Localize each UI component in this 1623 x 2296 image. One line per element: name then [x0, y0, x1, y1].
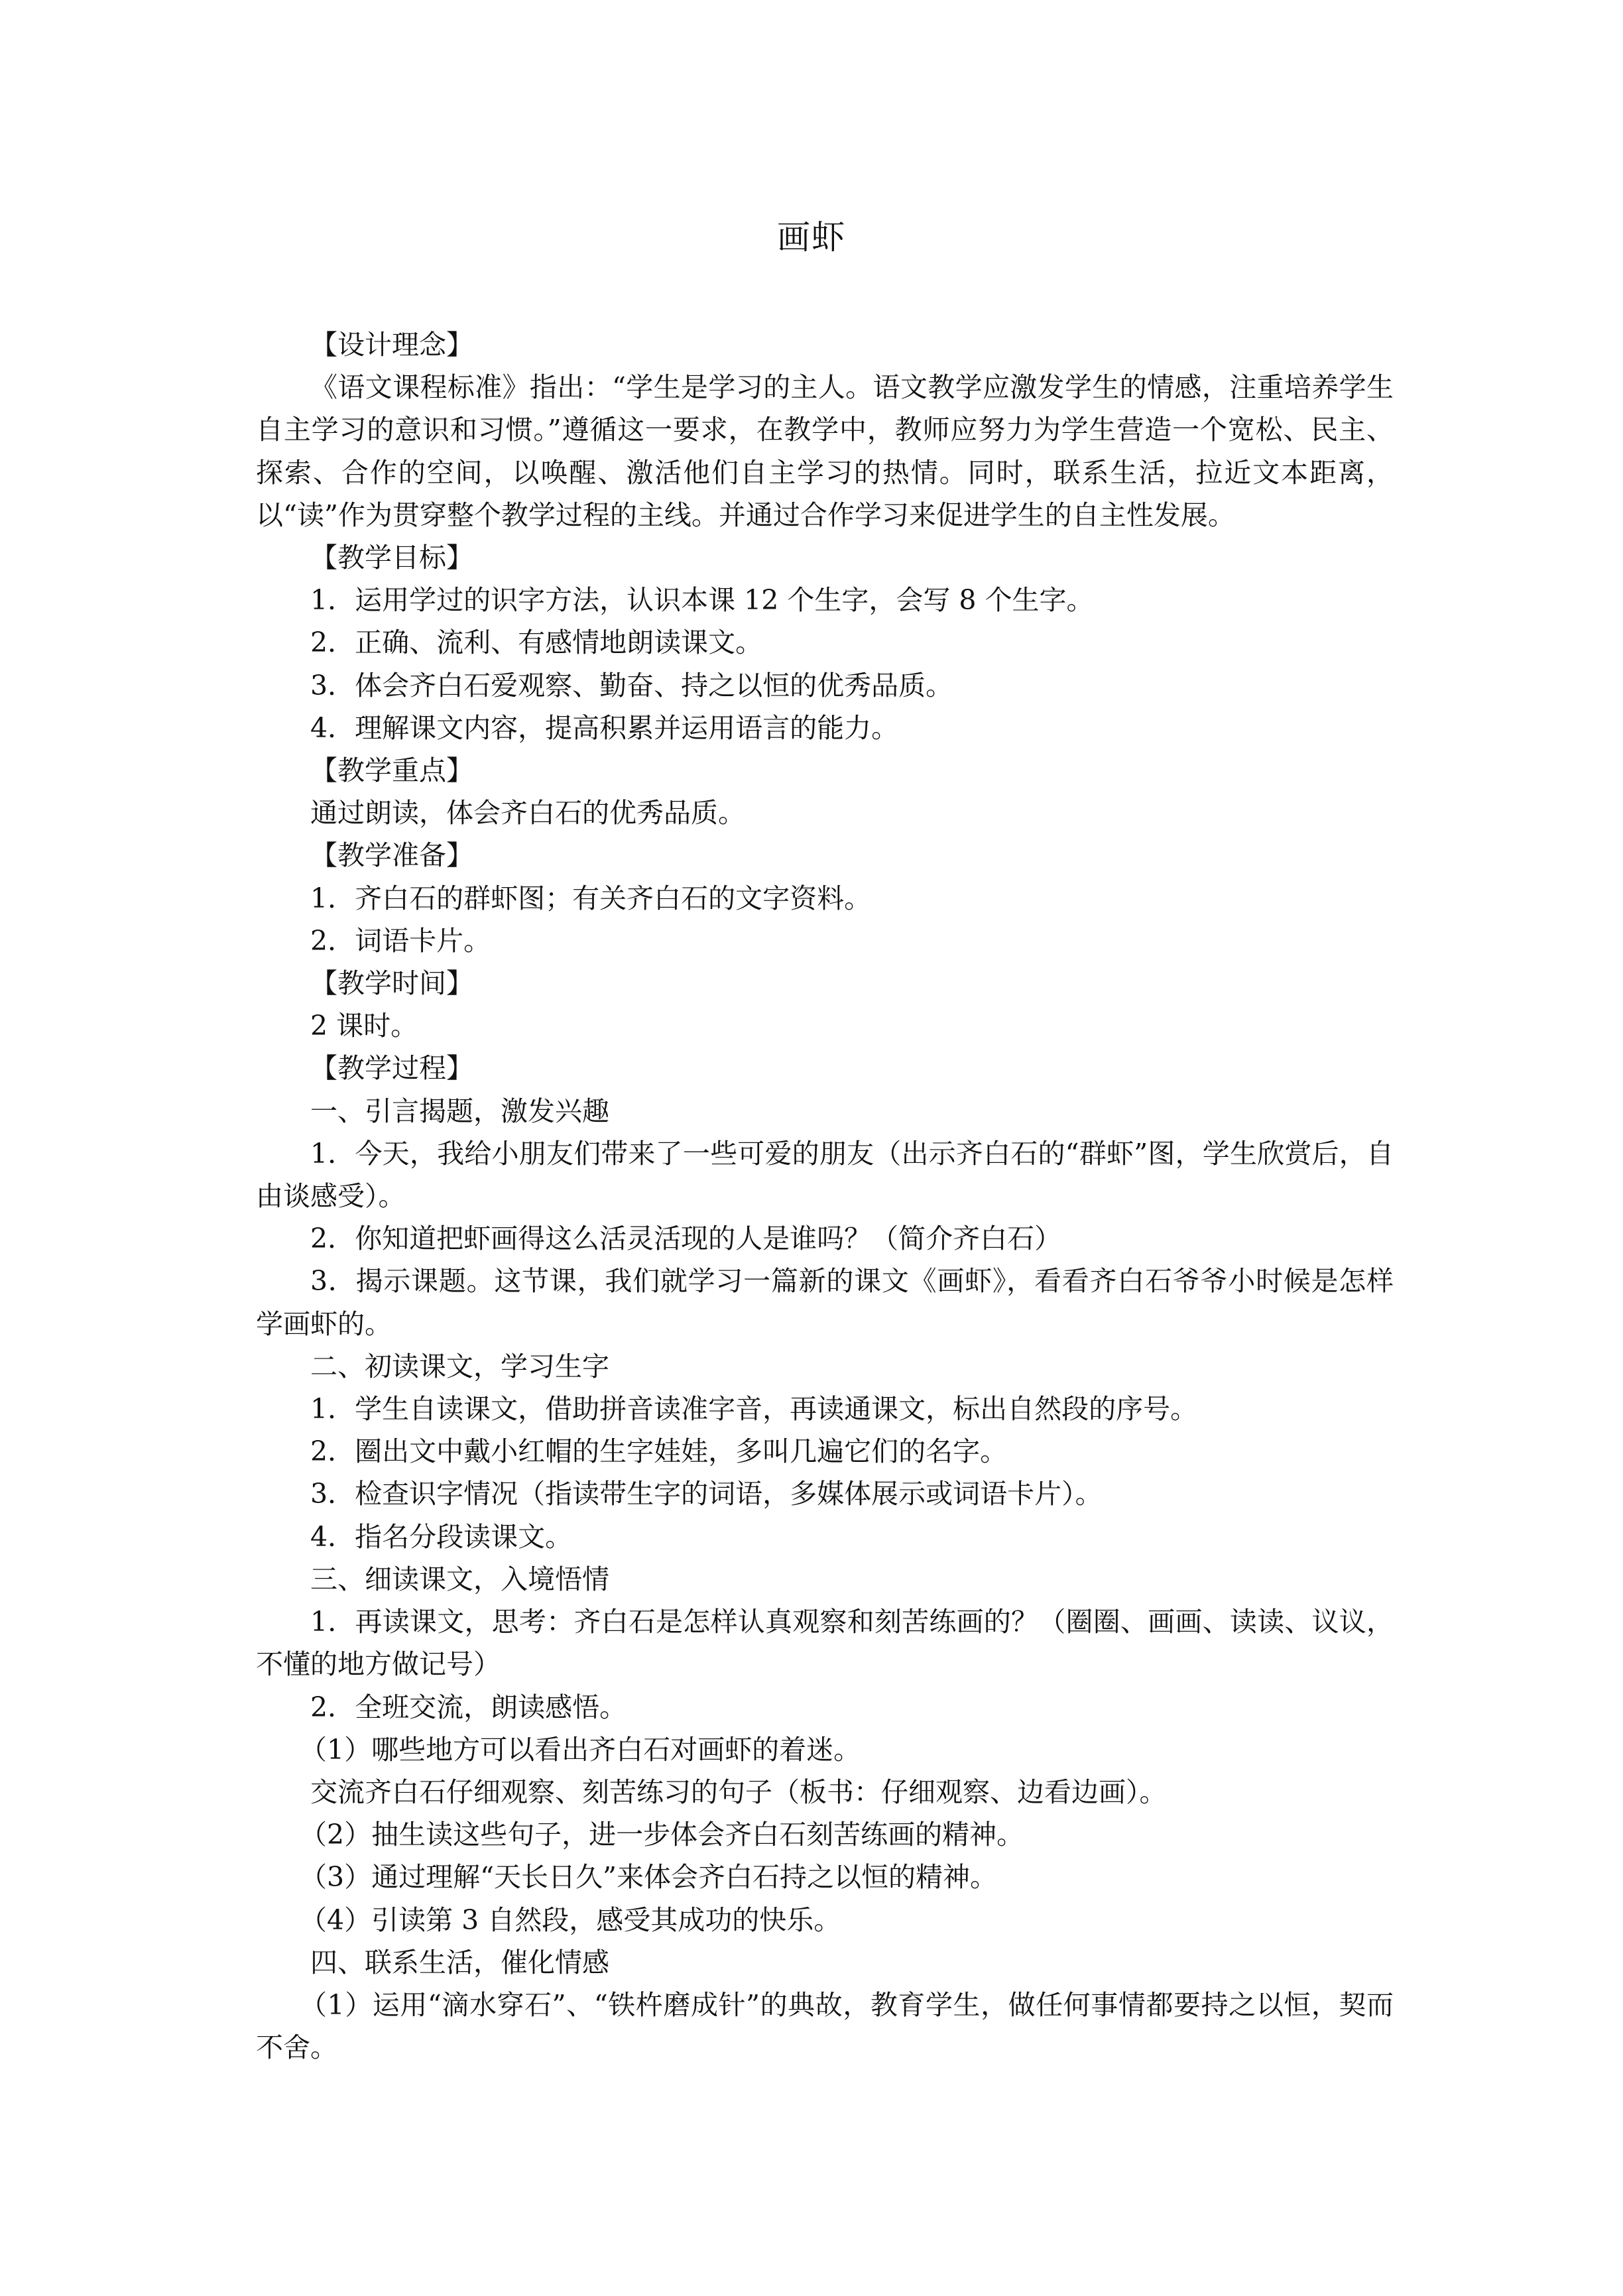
paragraph: （1）哪些地方可以看出齐白石对画虾的着迷。 — [300, 1733, 861, 1766]
paragraph: 1．学生自读课文，借助拼音读准字音，再读通课文，标出自然段的序号。 — [310, 1393, 1198, 1425]
paragraph: 2．全班交流，朗读感悟。 — [310, 1691, 627, 1723]
paragraph: 4．指名分段读课文。 — [310, 1520, 573, 1553]
paragraph: （2）抽生读这些句子，进一步体会齐白石刻苦练画的精神。 — [300, 1819, 1024, 1851]
paragraph: 3．体会齐白石爱观察、勤奋、持之以恒的优秀品质。 — [310, 669, 953, 701]
paragraph: 【教学重点】 — [310, 755, 473, 787]
paragraph: 【设计理念】 — [310, 329, 473, 361]
paragraph: 4．理解课文内容，提高积累并运用语言的能力。 — [310, 711, 899, 744]
paragraph: 三、细读课文，入境悟情 — [310, 1563, 609, 1595]
document-title: 画虾 — [777, 218, 846, 257]
paragraph: 1．今天，我给小朋友们带来了一些可爱的朋友（出示齐白石的“群虾”图，学生欣赏后，自由谈感受）。 — [256, 1137, 1394, 1213]
paragraph: 一、引言揭题，激发兴趣 — [310, 1095, 609, 1127]
paragraph: 1．再读课文，思考：齐白石是怎样认真观察和刻苦练画的？（圈圈、画画、读读、议议，不懂的地方做记号） — [256, 1606, 1394, 1681]
paragraph: 交流齐白石仔细观察、刻苦练习的句子（板书：仔细观察、边看边画）。 — [310, 1776, 1167, 1808]
paragraph: 2．词语卡片。 — [310, 924, 491, 957]
paragraph: 【教学准备】 — [310, 839, 473, 872]
paragraph: 2．正确、流利、有感情地朗读课文。 — [310, 627, 763, 659]
paragraph: 1．运用学过的识字方法，认识本课 12 个生字，会写 8 个生字。 — [310, 584, 1094, 617]
paragraph: （3）通过理解“天长日久”来体会齐白石持之以恒的精神。 — [300, 1861, 998, 1894]
paragraph: 【教学时间】 — [310, 967, 473, 1000]
document-body — [256, 324, 1394, 2069]
paragraph: 3．揭示课题。这节课，我们就学习一篇新的课文《画虾》，看看齐白石爷爷小时候是怎样学画虾的。 — [256, 1265, 1394, 1340]
paragraph: 1．齐白石的群虾图；有关齐白石的文字资料。 — [310, 882, 872, 914]
paragraph: 《语文课程标准》指出：“学生是学习的主人。语文教学应激发学生的情感，注重培养学生自主学习的意识和习惯。”遵循这一要求，在教学中，教师应努力为学生营造一个宽松、民主、探索、合作的空间，以唤醒、激活他们自主学习的热情。同时，联系生活，拉近文本距离，以“读”作为贯穿整个教学过程的主线。并通过合作学习来促进学生的自主性发展。 — [256, 371, 1394, 531]
paragraph: 2．你知道把虾画得这么活灵活现的人是谁吗？（简介齐白石） — [310, 1223, 1062, 1255]
paragraph: 四、联系生活，催化情感 — [310, 1946, 609, 1978]
paragraph: 【教学过程】 — [310, 1052, 473, 1085]
paragraph: 二、初读课文，学习生字 — [310, 1350, 609, 1382]
paragraph: （1）运用“滴水穿石”、“铁杵磨成针”的典故，教育学生，做任何事情都要持之以恒，契而不舍。 — [256, 1988, 1394, 2064]
paragraph: 【教学目标】 — [310, 542, 473, 574]
paragraph: 通过朗读，体会齐白石的优秀品质。 — [310, 797, 745, 829]
paragraph: 2．圈出文中戴小红帽的生字娃娃，多叫几遍它们的名字。 — [310, 1435, 1008, 1468]
paragraph: 2 课时。 — [310, 1010, 418, 1042]
paragraph: （4）引读第 3 自然段，感受其成功的快乐。 — [300, 1903, 841, 1936]
paragraph: 3．检查识字情况（指读带生字的词语，多媒体展示或词语卡片）。 — [310, 1478, 1103, 1510]
